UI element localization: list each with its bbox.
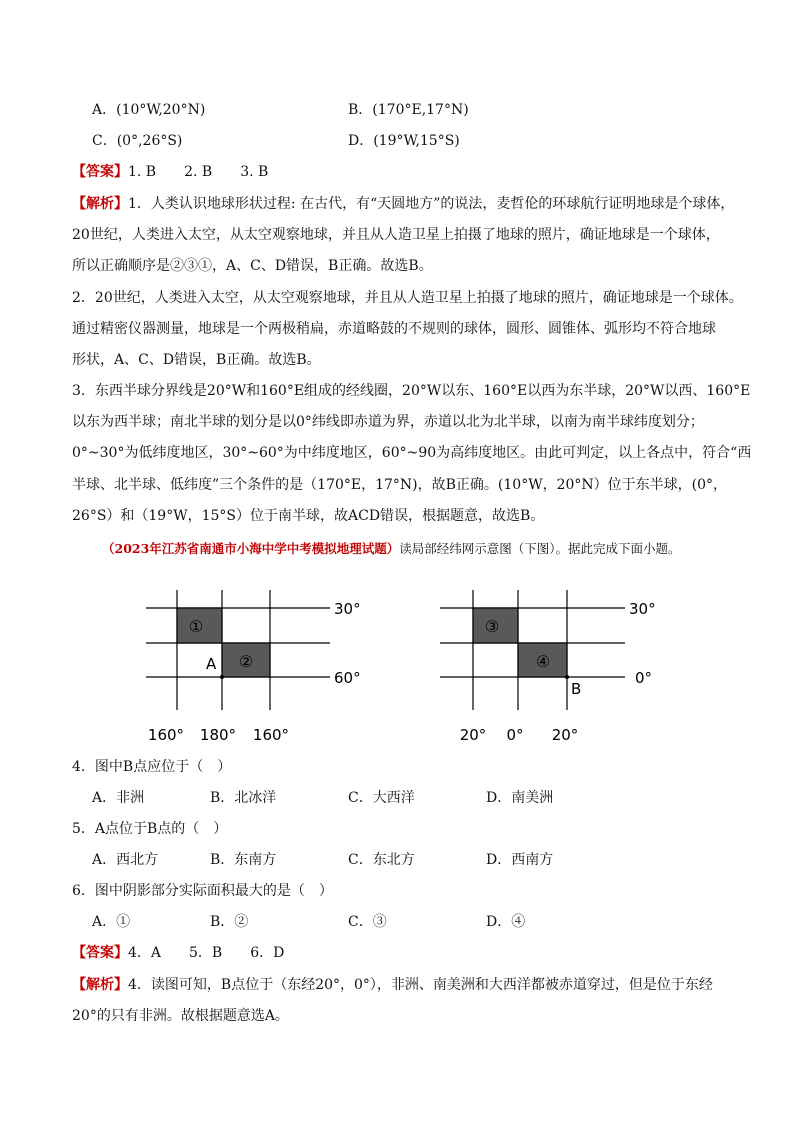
cell-label-2: ② [238,652,254,671]
lat-top-label: 30° [629,600,656,618]
question-4-stem: 4．图中B点应位于（ ） [72,759,232,775]
q4-option-d: D．南美洲 [486,790,554,806]
analysis-line [72,194,734,214]
q6-option-a: A．① [92,914,131,930]
answer-text: 1. B 2. B 3. B [128,164,269,180]
point-a-label: A [206,655,217,673]
analysis-text: 4．读图可知，B点位于（东经20°，0°），非洲、南美洲和大西洋都被赤道穿过，但是位于东经 [128,977,713,993]
analysis-line: 3．东西半球分界线是20°W和160°E组成的经线圈，20°W以东、160°E以西为东半球，20°W以西、160°E [72,383,751,399]
grid-figure-left [140,590,380,750]
option-b: B．(170°E,17°N) [348,102,469,118]
analysis-line: 20世纪，人类进入太空，从太空观察地球，并且从人造卫星上拍摄了地球的照片，确证地球是一个球体， [72,227,720,243]
q5-option-b: B．东南方 [210,852,277,868]
q6-option-b: B．② [210,914,249,930]
analysis-tag: 【解析】 [72,196,128,212]
answer-text: 4．A 5．B 6．D [128,945,285,961]
lat-bottom-label: 0° [635,669,653,687]
q6-option-d: D．④ [486,914,526,930]
answer-line-1 [72,162,268,182]
answer-tag: 【答案】 [72,945,128,961]
lon-label: 160° [147,726,185,744]
q4-option-b: B．北冰洋 [210,790,277,806]
cell-label-1: ① [188,617,204,636]
lon-label: 160° [252,726,290,744]
analysis-line: 通过精密仪器测量，地球是一个两极稍扁，赤道略鼓的不规则的球体，圆形、圆锥体、弧形均不符合地球 [72,321,716,337]
lat-top-label: 30° [334,600,361,618]
analysis-line [72,975,713,995]
lon-label: 180° [199,726,237,744]
analysis-line: 形状，A、C、D错误，B正确。故选B。 [72,352,321,368]
lat-bottom-label: 60° [334,669,361,687]
analysis-line: 26°S）和（19°W，15°S）位于南半球，故ACD错误，根据题意，故选B。 [72,508,545,524]
q6-option-c: C．③ [348,914,387,930]
source-title: （2023年江苏省南通市小海中学中考模拟地理试题） [102,541,400,556]
answer-line-2 [72,943,284,963]
analysis-line: 2．20世纪，人类进入太空，从太空观察地球，并且从人造卫星上拍摄了地球的照片，确证地球是一个球体。 [72,290,743,306]
option-a: A．(10°W,20°N) [92,102,206,118]
question-6-stem: 6．图中阴影部分实际面积最大的是（ ） [72,883,333,899]
q4-option-a: A．非洲 [92,790,145,806]
point-b-label: B [571,680,582,698]
cell-label-4: ④ [535,652,551,671]
analysis-line: 以东为西半球；南北半球的划分是以0°纬线即赤道为界，赤道以北为北半球，以南为南半球纬度划分； [72,414,704,430]
analysis-tag: 【解析】 [72,977,128,993]
q5-option-c: C．东北方 [348,852,415,868]
lon-label: 20° [551,726,579,744]
point-a-marker [220,675,224,679]
analysis-text: 1．人类认识地球形状过程: 在古代，有“天圆地方”的说法，麦哲伦的环球航行证明地球是个球体， [128,196,735,212]
option-d: D．(19°W,15°S) [348,133,460,149]
answer-tag: 【答案】 [72,164,128,180]
cell-label-3: ③ [484,617,500,636]
q4-option-c: C．大西洋 [348,790,415,806]
analysis-line: 所以正确顺序是②③①，A、C、D错误，B正确。故选B。 [72,258,433,274]
question-source [102,539,681,557]
q5-option-d: D．西南方 [486,852,554,868]
source-instruction: 读局部经纬网示意图（下图）。据此完成下面小题。 [399,541,681,556]
question-5-stem: 5．A点位于B点的（ ） [72,821,228,837]
grid-figure-right [435,590,675,750]
option-c: C．(0°,26°S) [92,133,183,149]
point-b-marker [565,675,569,679]
analysis-line: 半球、北半球、低纬度”三个条件的是（170°E，17°N)，故B正确。(10°W，20°N）位于东半球，(0°， [72,477,728,493]
q5-option-a: A．西北方 [92,852,159,868]
analysis-line: 20°的只有非洲。故根据题意选A。 [72,1008,289,1024]
lon-label: 0° [506,726,524,744]
analysis-line: 0°~30°为低纬度地区，30°~60°为中纬度地区，60°~90为高纬度地区。由此可判定，以上各点中，符合“西 [72,445,752,461]
lon-label: 20° [459,726,487,744]
